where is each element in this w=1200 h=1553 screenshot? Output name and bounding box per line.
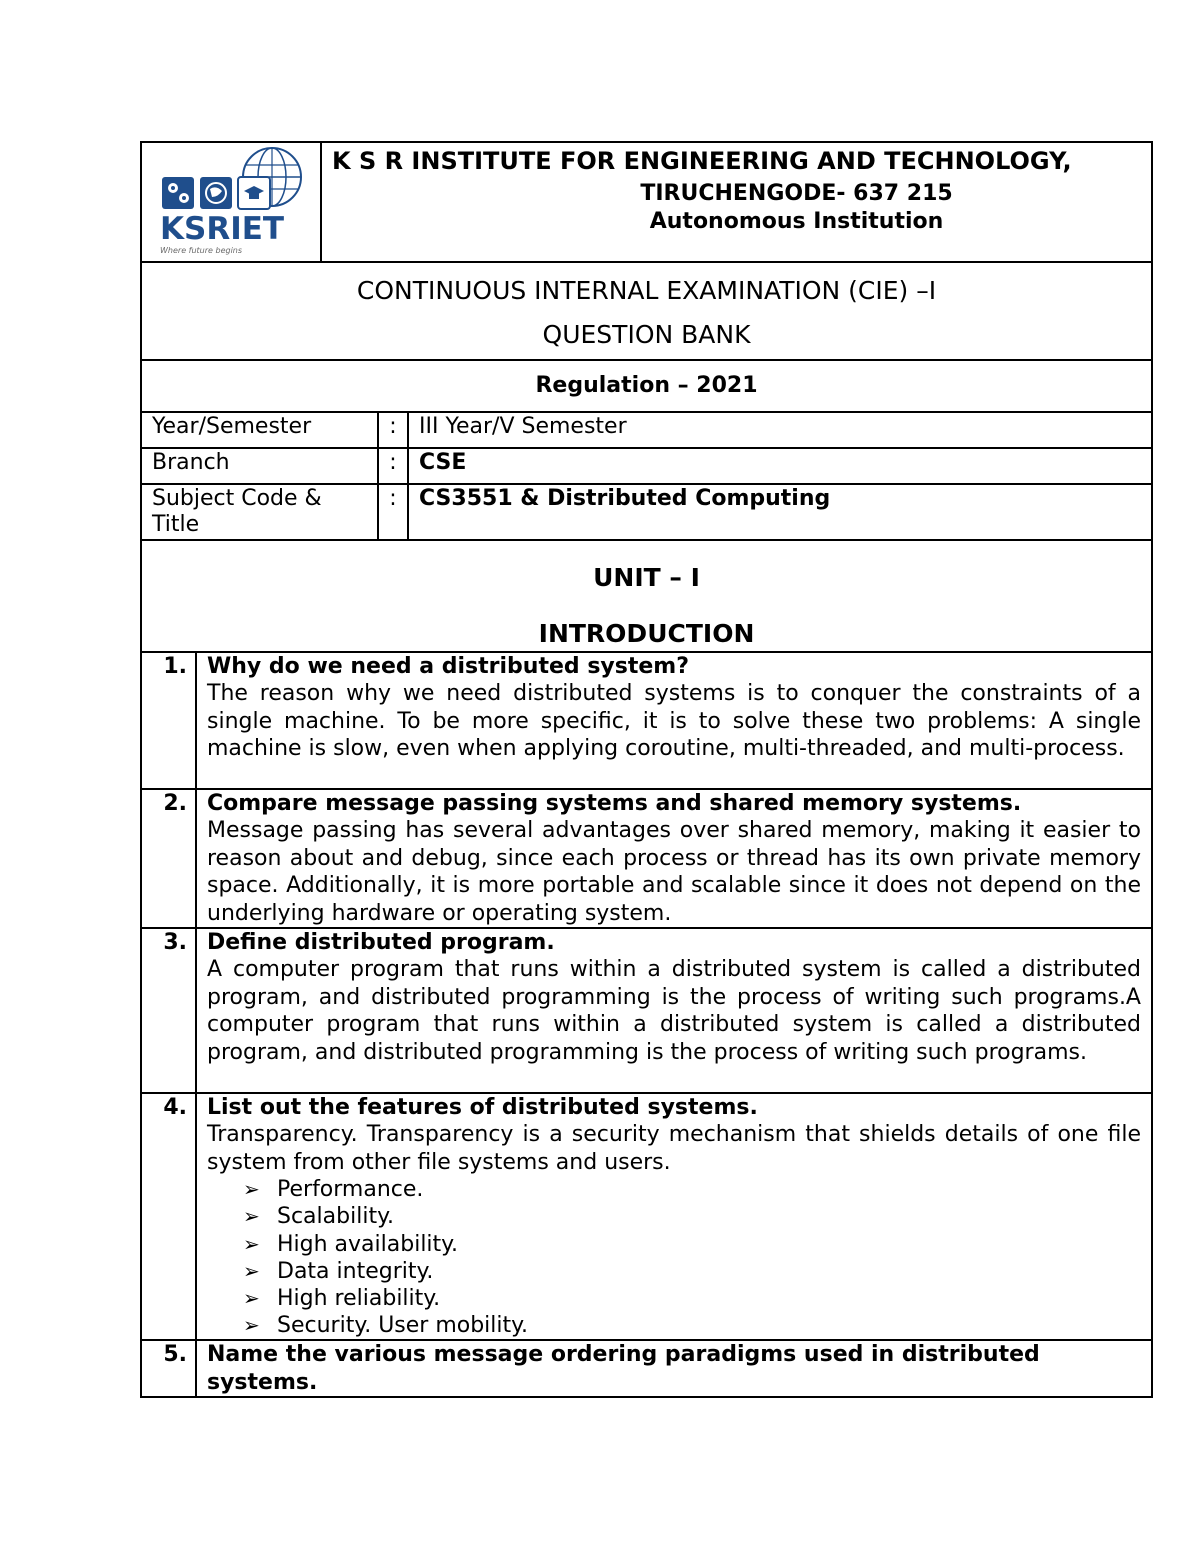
ksriet-logo	[160, 147, 310, 255]
list-item: ➢ Scalability.	[243, 1204, 394, 1230]
question-row	[141, 928, 1152, 1093]
questions-table	[140, 651, 1153, 1398]
question-row	[141, 652, 1152, 789]
info-value-subject: CS3551 & Distributed Computing	[408, 484, 1152, 540]
arrow-bullet-icon: ➢	[243, 1258, 260, 1283]
unit-name: INTRODUCTION	[538, 619, 755, 648]
question-number: 5.	[141, 1340, 196, 1397]
logo-cell	[141, 142, 321, 262]
question-number: 1.	[141, 652, 196, 789]
question-title: List out the features of distributed systems.	[207, 1095, 758, 1121]
arrow-bullet-icon: ➢	[243, 1286, 260, 1311]
arrow-bullet-icon: ➢	[243, 1177, 260, 1202]
list-item: ➢ High reliability.	[243, 1286, 441, 1312]
list-item: ➢ Security. User mobility.	[243, 1313, 529, 1339]
regulation: Regulation – 2021	[141, 360, 1152, 412]
logo-wordmark: KSRIET	[160, 211, 285, 247]
question-number: 2.	[141, 789, 196, 928]
institute-name: K S R INSTITUTE FOR ENGINEERING AND TECHNOLOGY,	[332, 147, 1072, 175]
header-table	[140, 141, 1153, 653]
question-answer: Transparency. Transparency is a security mechanism that shields details of one file system from other file systems and users.	[207, 1122, 1141, 1175]
question-body	[196, 1093, 1152, 1340]
exam-title-cell	[141, 262, 1152, 360]
graduation-cap-box-icon	[238, 177, 270, 209]
question-title: Define distributed program.	[207, 930, 555, 956]
info-colon: :	[378, 412, 408, 448]
info-colon: :	[378, 448, 408, 484]
question-title: Compare message passing systems and shared memory systems.	[207, 791, 1022, 816]
exam-subtitle: QUESTION BANK	[542, 320, 751, 349]
question-row	[141, 1340, 1152, 1397]
gears-box-icon	[162, 177, 194, 209]
list-item: ➢ Performance.	[243, 1177, 424, 1203]
info-value-branch: CSE	[408, 448, 1152, 484]
question-body	[196, 652, 1152, 789]
institute-place: TIRUCHENGODE- 637 215	[640, 181, 953, 206]
arrow-bullet-icon: ➢	[243, 1313, 260, 1338]
feature-list	[207, 1176, 1141, 1339]
info-label-year: Year/Semester	[141, 412, 378, 448]
question-body	[196, 928, 1152, 1093]
question-title: Name the various message ordering paradigms used in distributed systems.	[207, 1342, 1040, 1395]
institute-cell	[321, 142, 1152, 262]
question-title: Why do we need a distributed system?	[207, 654, 689, 679]
question-number: 4.	[141, 1093, 196, 1340]
question-number: 3.	[141, 928, 196, 1093]
unit-heading-cell	[141, 540, 1152, 652]
arrow-bullet-icon: ➢	[243, 1231, 260, 1256]
question-body	[196, 789, 1152, 928]
list-item: ➢ Data integrity.	[243, 1258, 434, 1284]
info-label-subject: Subject Code & Title	[141, 484, 378, 540]
question-answer: Message passing has several advantages over shared memory, making it easier to reason about and debug, since each process or thread has its own private memory space. Additionally, it is more portable and scalable since it does not depend on the underlying hardware or operating system.	[207, 818, 1141, 926]
question-answer: The reason why we need distributed systems is to conquer the constraints of a single machine. To be more specific, it is to solve these two problems: A single machine is slow, even when applying coroutine, multi-threaded, and multi-process.	[207, 681, 1141, 762]
question-answer: A computer program that runs within a distributed system is called a distributed program, and distributed programming is the process of writing such programs.A computer program that runs within a distributed system is called a distributed program, and distributed programming is the process of writing such programs.	[207, 957, 1141, 1065]
list-item: ➢ High availability.	[243, 1231, 459, 1257]
question-bank-page	[140, 141, 1151, 1398]
globe-box-icon	[200, 177, 232, 209]
exam-title: CONTINUOUS INTERNAL EXAMINATION (CIE) –I	[356, 276, 937, 305]
question-body	[196, 1340, 1152, 1397]
question-row	[141, 1093, 1152, 1340]
institute-status: Autonomous Institution	[649, 209, 944, 234]
info-value-year: III Year/V Semester	[408, 412, 1152, 448]
logo-tagline: Where future begins	[160, 246, 243, 255]
info-label-branch: Branch	[141, 448, 378, 484]
arrow-bullet-icon: ➢	[243, 1204, 260, 1229]
question-row	[141, 789, 1152, 928]
unit-number: UNIT – I	[593, 563, 700, 592]
info-colon: :	[378, 484, 408, 540]
